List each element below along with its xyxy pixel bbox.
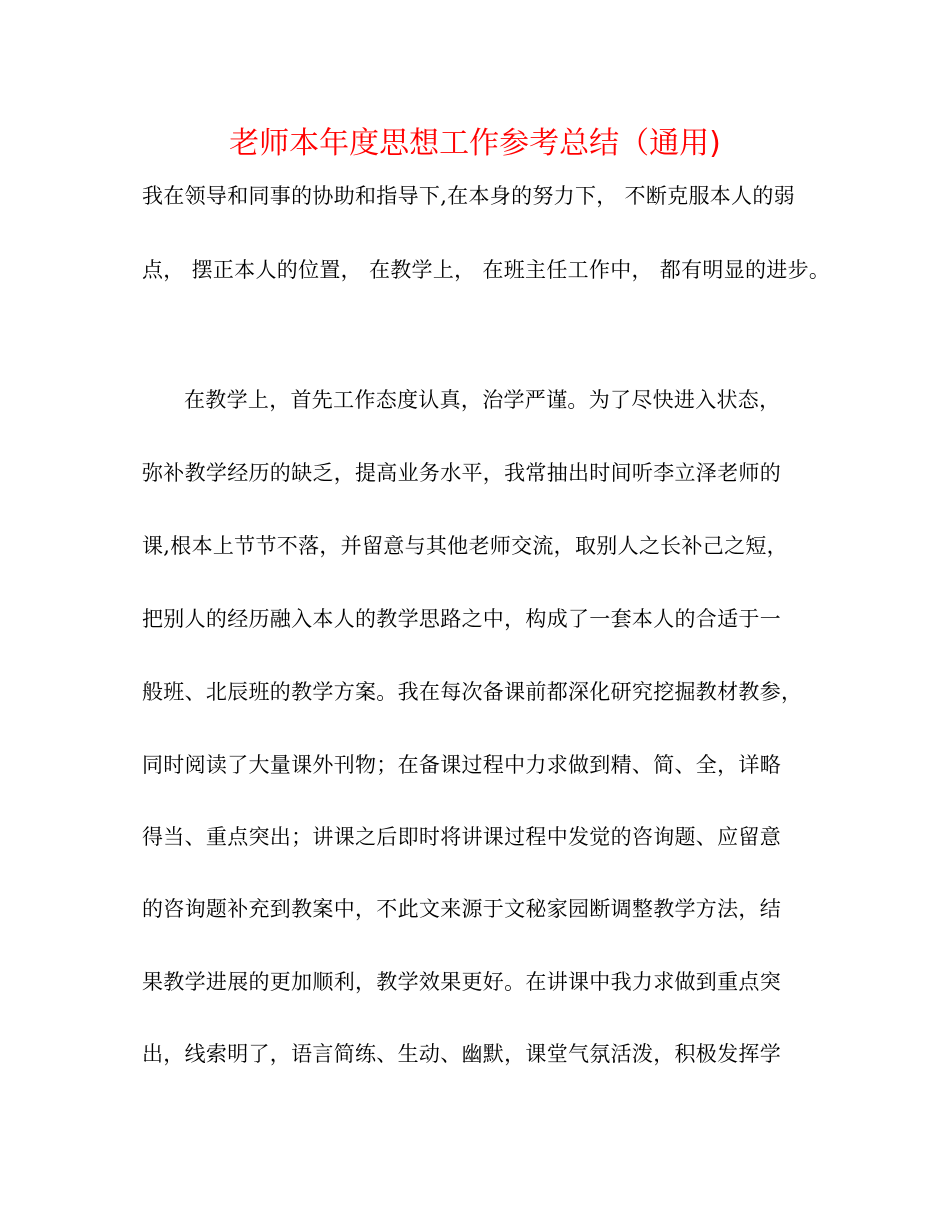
body-line: 出，线索明了，语言简练、生动、幽默，课堂气氛活泼，积极发挥学 xyxy=(142,1042,781,1066)
body-line: 的咨询题补充到教案中，不此文来源于文秘家园断调整教学方法，结 xyxy=(142,897,781,921)
body-line: 同时阅读了大量课外刊物；在备课过程中力求做到精、简、全，详略 xyxy=(142,753,781,777)
body-line: 得当、重点突出；讲课之后即时将讲课过程中发觉的咨询题、应留意 xyxy=(142,825,781,849)
intro-line: 我在领导和同事的协助和指导下,在本身的努力下， 不断克服本人的弱 xyxy=(142,184,795,208)
body-line: 果教学进展的更加顺利，教学效果更好。在讲课中我力求做到重点突 xyxy=(142,970,781,994)
body-line: 课,根本上节节不落，并留意与其他老师交流，取别人之长补己之短， xyxy=(142,534,788,558)
document-title: 老师本年度思想工作参考总结（通用) xyxy=(229,126,721,161)
intro-line: 点， 摆正本人的位置， 在教学上， 在班主任工作中， 都有明显的进步。 xyxy=(142,258,831,282)
body-line: 般班、北辰班的教学方案。我在每次备课前都深化研究挖掘教材教参， xyxy=(142,680,803,704)
body-line: 把别人的经历融入本人的教学思路之中，构成了一套本人的合适于一 xyxy=(142,607,781,631)
body-line: 弥补教学经历的缺乏，提高业务水平，我常抽出时间听李立泽老师的 xyxy=(142,461,781,485)
body-line: 在教学上，首先工作态度认真，治学严谨。为了尽快进入状态， xyxy=(184,388,781,412)
